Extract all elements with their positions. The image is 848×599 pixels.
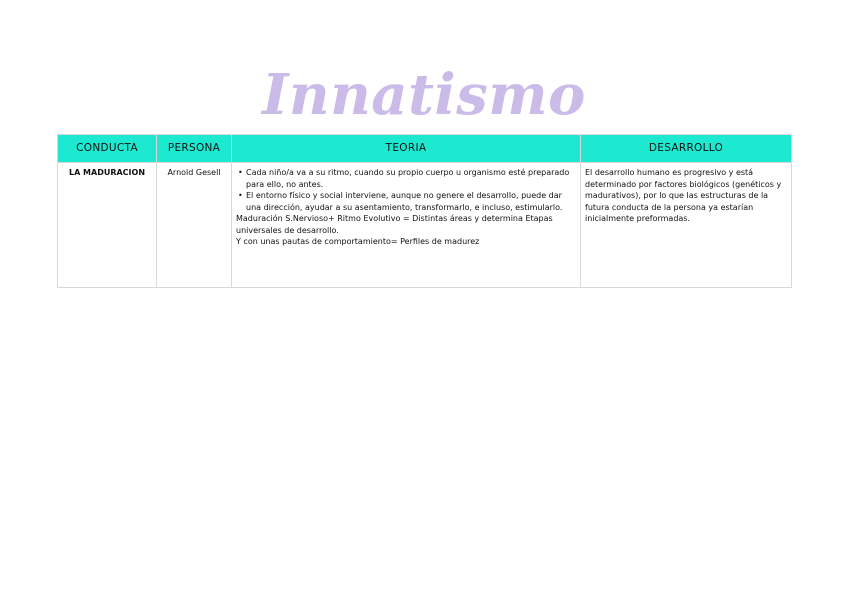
cell-teoria [232,163,581,288]
header-desarrollo: DESARROLLO [581,135,792,163]
cell-desarrollo: El desarrollo humano es progresivo y está determinado por factores biológicos (genéticos y madurativos), por lo que las estructuras de la futura conducta de la persona ya estarían inicialmente preformadas. [581,163,792,288]
header-conducta: CONDUCTA [58,135,157,163]
page-title: Innatismo [262,62,586,128]
header-teoria: TEORIA [232,135,581,163]
table-row [58,163,792,288]
cell-conducta: LA MADURACION [58,163,157,288]
teoria-bullet-item: • Cada niño/a va a su ritmo, cuando su propio cuerpo u organismo esté preparado para ello, no antes. [246,167,576,190]
theory-table [57,134,792,288]
teoria-text-line: Y con unas pautas de comportamiento= Perfiles de madurez [236,237,480,246]
teoria-text-line: Maduración S.Nervioso+ Ritmo Evolutivo = Distintas áreas y determina Etapas universales de desarrollo. [236,214,553,235]
cell-persona: Arnold Gesell [157,163,232,288]
table-header-row [58,135,792,163]
teoria-bullet-list [236,167,576,213]
teoria-bullet-item: • El entorno físico y social interviene, aunque no genere el desarrollo, puede dar una dirección, ayudar a su asentamiento, transformarlo, e incluso, estimularlo. [246,190,576,213]
header-persona: PERSONA [157,135,232,163]
